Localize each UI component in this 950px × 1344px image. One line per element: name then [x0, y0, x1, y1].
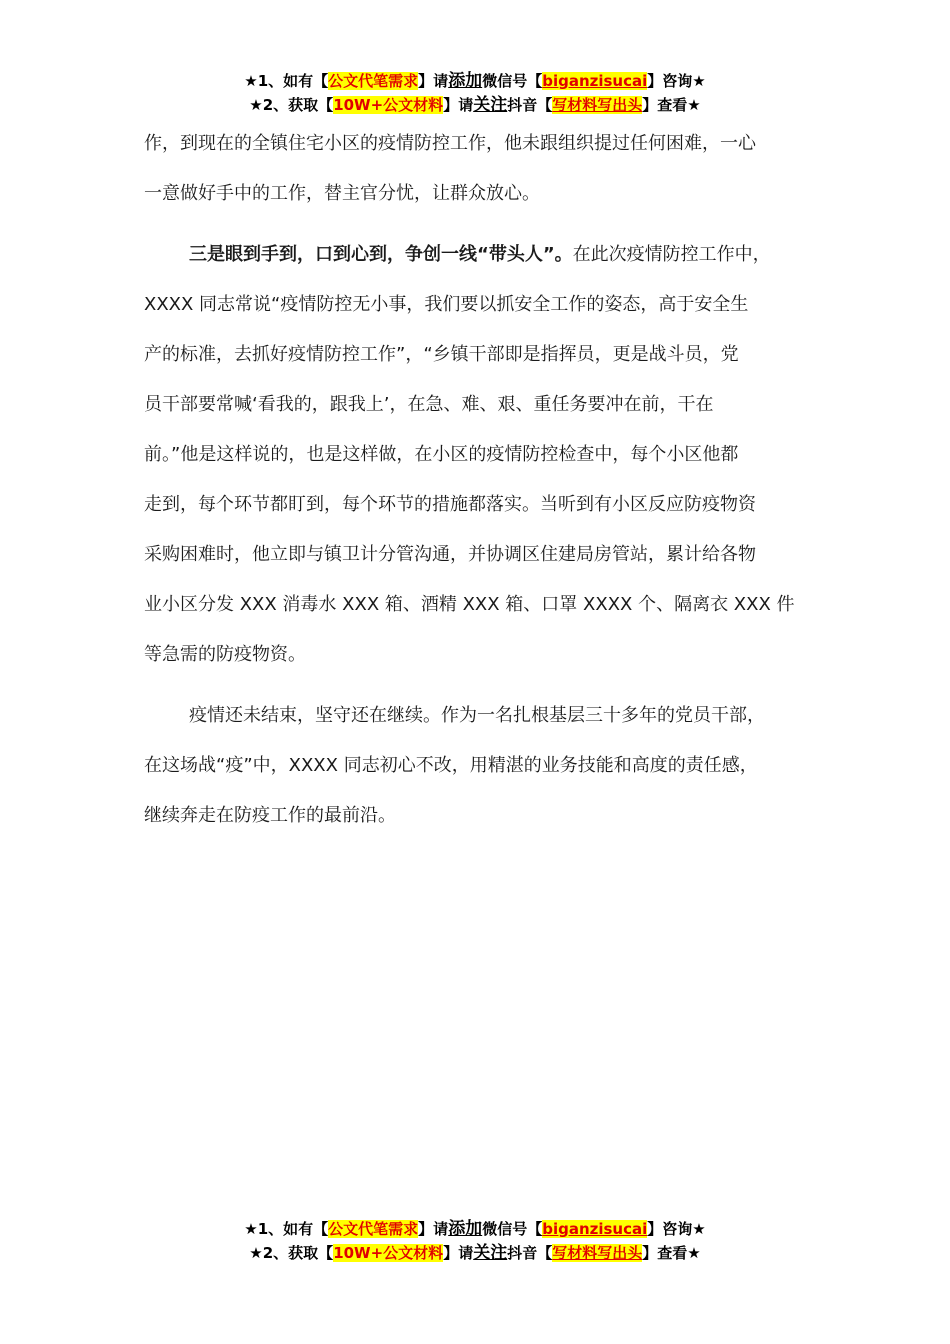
emphasis-follow: 关注	[473, 95, 508, 115]
paragraph-text: 在此次疫情防控工作中，	[572, 244, 771, 265]
paragraph-line	[144, 240, 771, 270]
banner-text: 】查看★	[642, 96, 701, 114]
highlight-materials: 10W+公文材料	[333, 1244, 444, 1262]
banner-line-1	[0, 1217, 950, 1241]
highlight-service: 公文代笔需求	[328, 72, 419, 90]
paragraph-line: 作，到现在的全镇住宅小区的疫情防控工作，他未跟组织提过任何困难，一心	[144, 133, 756, 154]
banner-text: 】咨询★	[647, 72, 706, 90]
paragraph-line: 继续奔走在防疫工作的最前沿。	[144, 805, 396, 826]
banner-text: 】咨询★	[647, 1220, 706, 1238]
banner-text: 】请	[443, 96, 474, 114]
paragraph-line: 走到，每个环节都盯到，每个环节的措施都落实。当听到有小区反应防疫物资	[144, 494, 756, 515]
highlight-douyin-account: 写材料写出头	[552, 1244, 643, 1262]
banner-line-2	[0, 93, 950, 117]
banner-line-2	[0, 1241, 950, 1265]
highlight-wechat-id: biganzisucai	[542, 1220, 648, 1238]
banner-line-1	[0, 69, 950, 93]
banner-text: 微信号【	[482, 72, 543, 90]
paragraph-line: 前。”他是这样说的，也是这样做，在小区的疫情防控检查中，每个小区他都	[144, 444, 739, 465]
banner-text: 微信号【	[482, 1220, 543, 1238]
emphasis-add: 添加	[448, 71, 483, 91]
header-banner	[0, 69, 950, 117]
paragraph-line: 一意做好手中的工作，替主官分忧，让群众放心。	[144, 183, 540, 204]
emphasis-add: 添加	[448, 1219, 483, 1239]
paragraph-line: 采购困难时，他立即与镇卫计分管沟通，并协调区住建局房管站，累计给各物	[144, 544, 756, 565]
paragraph-line: 员干部要常喊‘看我的，跟我上’，在急、难、艰、重任务要冲在前，干在	[144, 394, 714, 415]
banner-text: 抖音【	[507, 96, 553, 114]
highlight-materials: 10W+公文材料	[333, 96, 444, 114]
paragraph-line: XXXX 同志常说“疫情防控无小事，我们要以抓安全工作的姿态，高于安全生	[144, 294, 749, 315]
highlight-wechat-id: biganzisucai	[542, 72, 648, 90]
emphasis-follow: 关注	[473, 1243, 508, 1263]
section-heading: 三是眼到手到，口到心到，争创一线“带头人”。	[189, 244, 573, 265]
paragraph-line: 等急需的防疫物资。	[144, 644, 306, 665]
paragraph-line: 产的标准，去抓好疫情防控工作”，“乡镇干部即是指挥员，更是战斗员，党	[144, 344, 739, 365]
footer-banner	[0, 1217, 950, 1265]
paragraph-line: 在这场战“疫”中，XXXX 同志初心不改，用精湛的业务技能和高度的责任感，	[144, 755, 758, 776]
banner-text: 抖音【	[507, 1244, 553, 1262]
highlight-douyin-account: 写材料写出头	[552, 96, 643, 114]
banner-text: ★2、获取【	[249, 96, 334, 114]
paragraph-line: 业小区分发 XXX 消毒水 XXX 箱、酒精 XXX 箱、口罩 XXXX 个、隔离衣 XXX 件	[144, 594, 795, 615]
banner-text: 】请	[443, 1244, 474, 1262]
banner-text: ★1、如有【	[244, 72, 329, 90]
banner-text: ★2、获取【	[249, 1244, 334, 1262]
banner-text: 】查看★	[642, 1244, 701, 1262]
banner-text: 】请	[418, 72, 449, 90]
highlight-service: 公文代笔需求	[328, 1220, 419, 1238]
paragraph-line: 疫情还未结束，坚守还在继续。作为一名扎根基层三十多年的党员干部，	[189, 705, 765, 726]
banner-text: ★1、如有【	[244, 1220, 329, 1238]
banner-text: 】请	[418, 1220, 449, 1238]
